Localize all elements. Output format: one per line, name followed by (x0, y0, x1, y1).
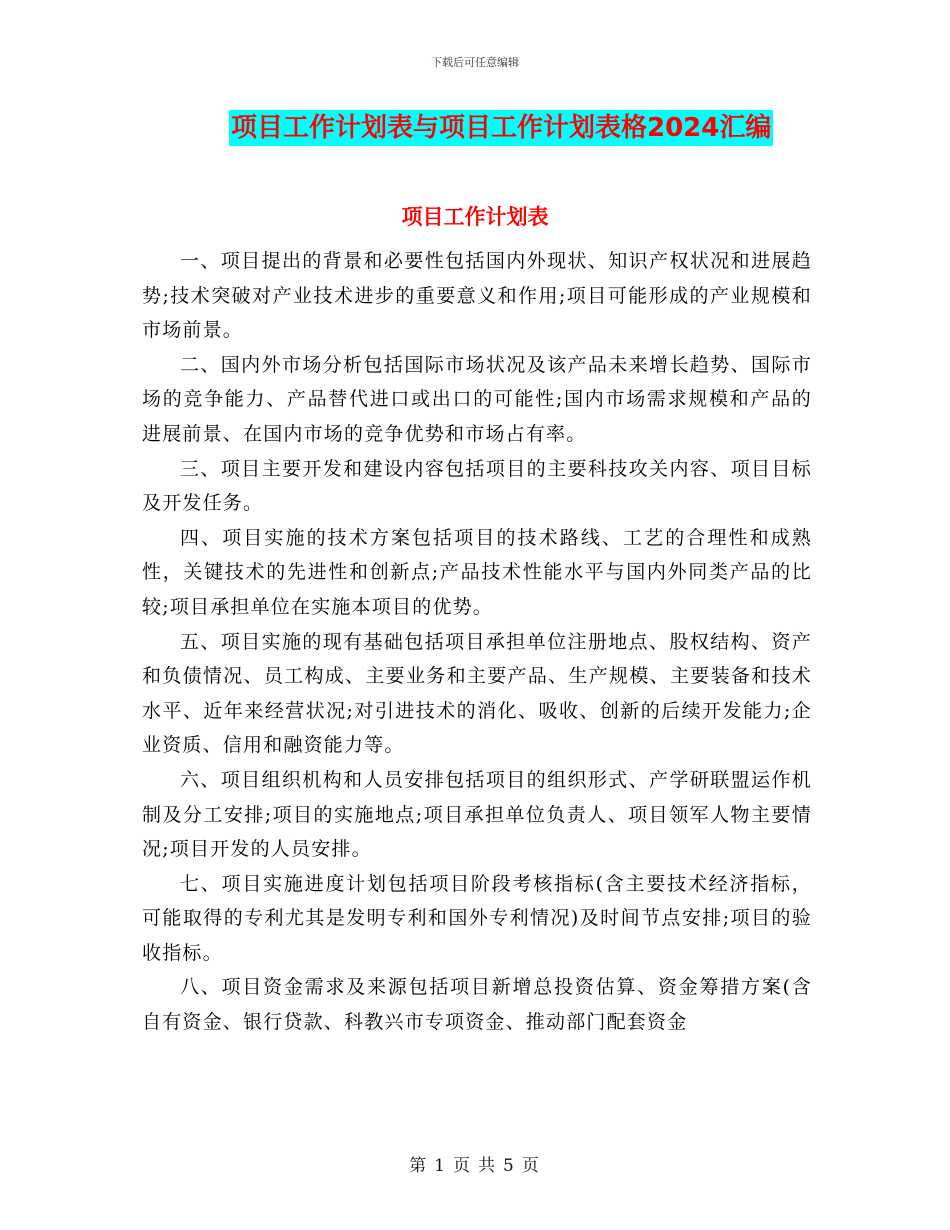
page-footer (0, 1151, 950, 1176)
footer-label-page-unit: 页 (453, 1156, 472, 1176)
document-main-title: 项目工作计划表与项目工作计划表格2024汇编 (229, 110, 773, 146)
paragraph-6: 六、项目组织机构和人员安排包括项目的组织形式、产学研联盟运作机制及分工安排;项目的实施地点;项目承担单位负责人、项目领军人物主要情况;项目开发的人员安排。 (142, 768, 812, 861)
footer-total-pages: 5 (503, 1156, 516, 1176)
header-note: 下载后可任意编辑 (431, 56, 519, 69)
paragraph-2: 二、国内外市场分析包括国际市场状况及该产品未来增长趋势、国际市场的竞争能力、产品替代进口或出口的可能性;国内市场需求规模和产品的进展前景、在国内市场的竞争优势和市场占有率。 (142, 353, 812, 445)
paragraph-8: 八、项目资金需求及来源包括项目新增总投资估算、资金筹措方案(含自有资金、银行贷款、科教兴市专项资金、推动部门配套资金 (142, 976, 812, 1034)
paragraph-4: 四、项目实施的技术方案包括项目的技术路线、工艺的合理性和成熟性，关键技术的先进性和创新点;产品技术性能水平与国内外同类产品的比较;项目承担单位在实施本项目的优势。 (142, 526, 812, 618)
main-title-wrap (229, 110, 773, 146)
section-title: 项目工作计划表 (401, 205, 549, 229)
paragraph-3: 三、项目主要开发和建设内容包括项目的主要科技攻关内容、项目目标及开发任务。 (142, 457, 812, 515)
paragraph-7: 七、项目实施进度计划包括项目阶段考核指标(含主要技术经济指标，可能取得的专利尤其是发明专利和国外专利情况)及时间节点安排;项目的验收指标。 (142, 872, 812, 964)
footer-label-total: 共 (478, 1156, 497, 1176)
paragraph-1: 一、项目提出的背景和必要性包括国内外现状、知识产权状况和进展趋势;技术突破对产业技术进步的重要意义和作用;项目可能形成的产业规模和市场前景。 (142, 250, 812, 342)
footer-current-page: 1 (434, 1156, 447, 1176)
footer-label-page: 第 (409, 1156, 429, 1176)
document-body (142, 244, 812, 1040)
paragraph-5: 五、项目实施的现有基础包括项目承担单位注册地点、股权结构、资产和负债情况、员工构成、主要业务和主要产品、生产规模、主要装备和技术水平、近年来经营状况;对引进技术的消化、吸收、创新的后续开发能力;企业资质、信用和融资能力等。 (142, 630, 812, 757)
footer-label-total-unit: 页 (521, 1156, 541, 1176)
